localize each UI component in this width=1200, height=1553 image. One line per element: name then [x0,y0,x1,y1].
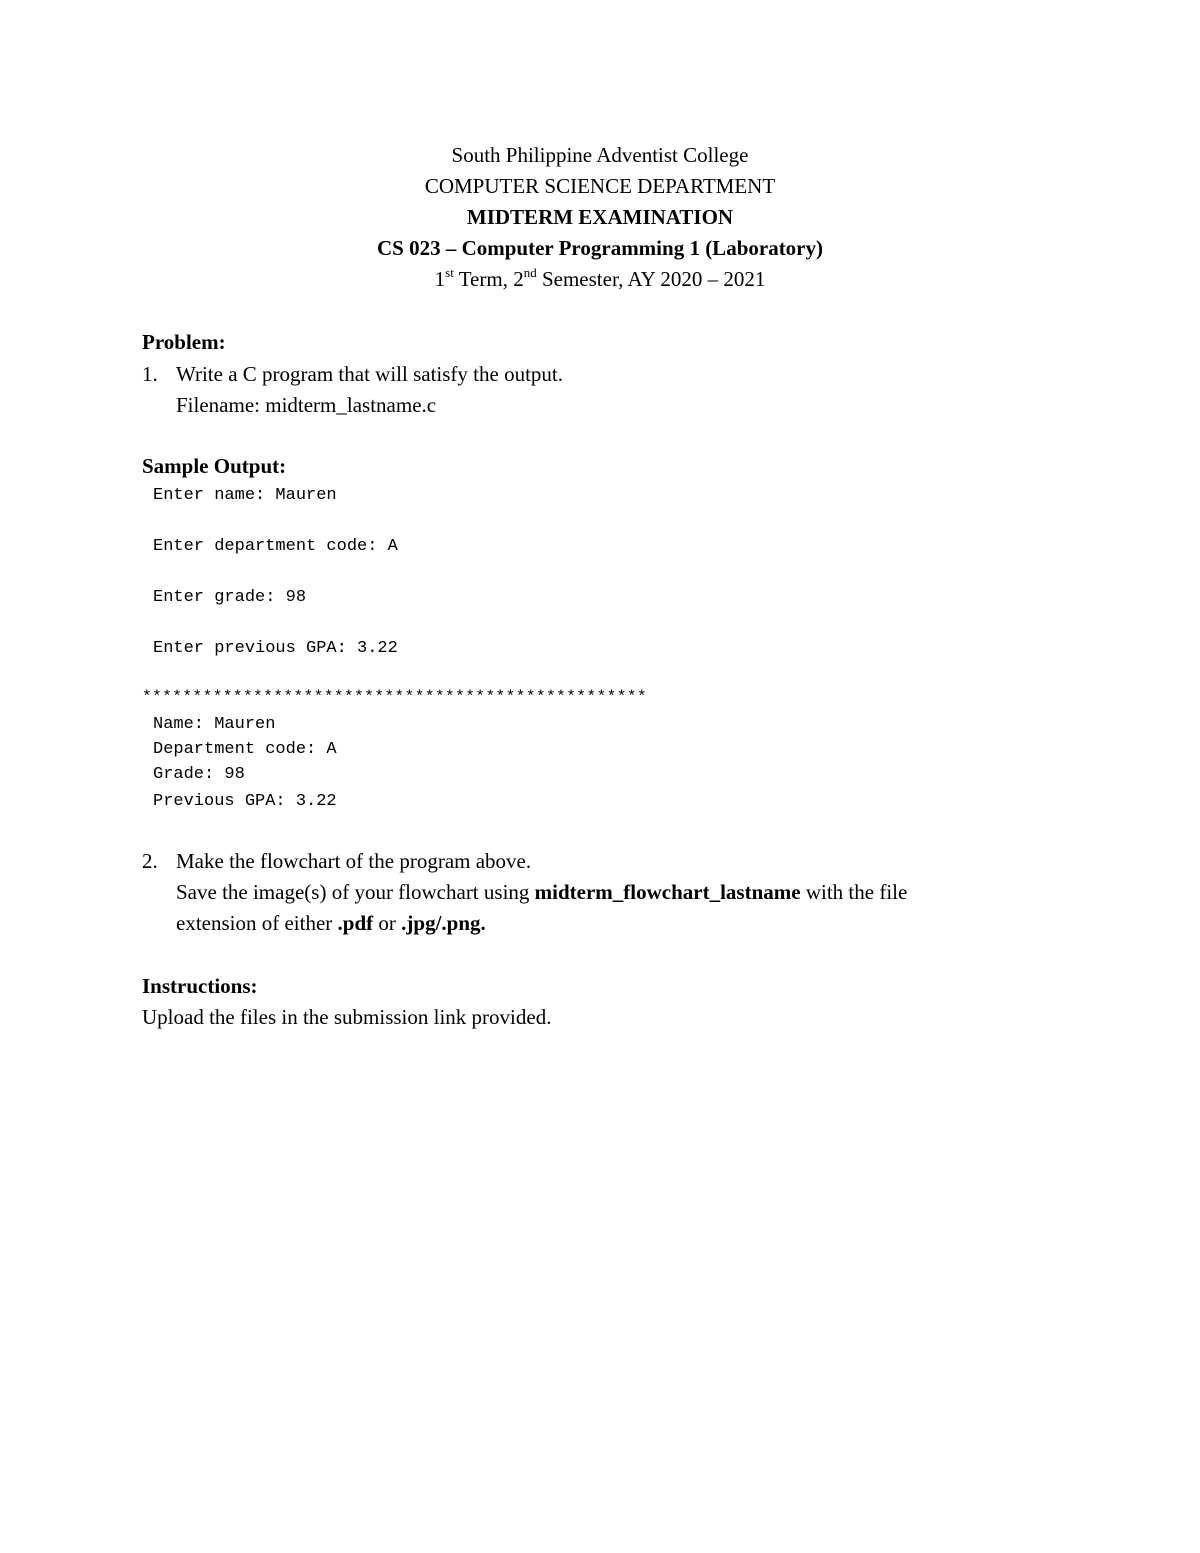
term-word: Term, 2 [453,267,524,291]
exam-title: MIDTERM EXAMINATION [466,205,734,229]
output-separator: ************************************************** [142,688,648,706]
problem-heading: Problem: [142,330,226,354]
output-result-grade: Grade: 98 [153,765,245,784]
semester-rest: Semester, AY 2020 – 2021 [536,267,766,291]
item-2-line-2 [176,877,1036,908]
item-1-line-1: Write a C program that will satisfy the output. [176,362,563,386]
output-input-grade: Enter grade: 98 [153,588,307,607]
item-2-line-1: Make the flowchart of the program above. [176,849,532,873]
flowchart-filename: midterm_flowchart_lastname [534,880,801,904]
sample-output-heading: Sample Output: [142,454,287,478]
term-number: 1 [434,267,446,291]
output-input-gpa: Enter previous GPA: 3.22 [153,639,398,658]
item-number: 1. [142,362,158,386]
output-result-name: Name: Mauren [153,715,276,734]
term-suffix: st [445,265,454,280]
output-input-name: Enter name: Mauren [153,486,337,505]
document-header [0,140,1200,295]
text-span: Save the image(s) of your flowchart using [176,880,535,904]
output-result-department: Department code: A [153,740,337,759]
pdf-extension: .pdf [337,911,374,935]
item-2-line-3 [176,908,1036,939]
text-span: extension of either [176,911,338,935]
semester-suffix: nd [523,265,537,280]
text-span: with the file [800,880,908,904]
department-name: COMPUTER SCIENCE DEPARTMENT [424,174,776,198]
text-span: or [373,911,402,935]
image-extensions: .jpg/.png. [401,911,486,935]
college-name: South Philippine Adventist College [451,143,749,167]
term-line [0,264,1200,295]
item-number: 2. [142,849,158,873]
item-1-filename: Filename: midterm_lastname.c [176,393,437,417]
output-result-gpa: Previous GPA: 3.22 [153,792,337,811]
instructions-text: Upload the files in the submission link provided. [142,1005,552,1029]
instructions-heading: Instructions: [142,974,258,998]
course-title: CS 023 – Computer Programming 1 (Laboratory) [376,236,823,260]
output-input-department: Enter department code: A [153,537,398,556]
